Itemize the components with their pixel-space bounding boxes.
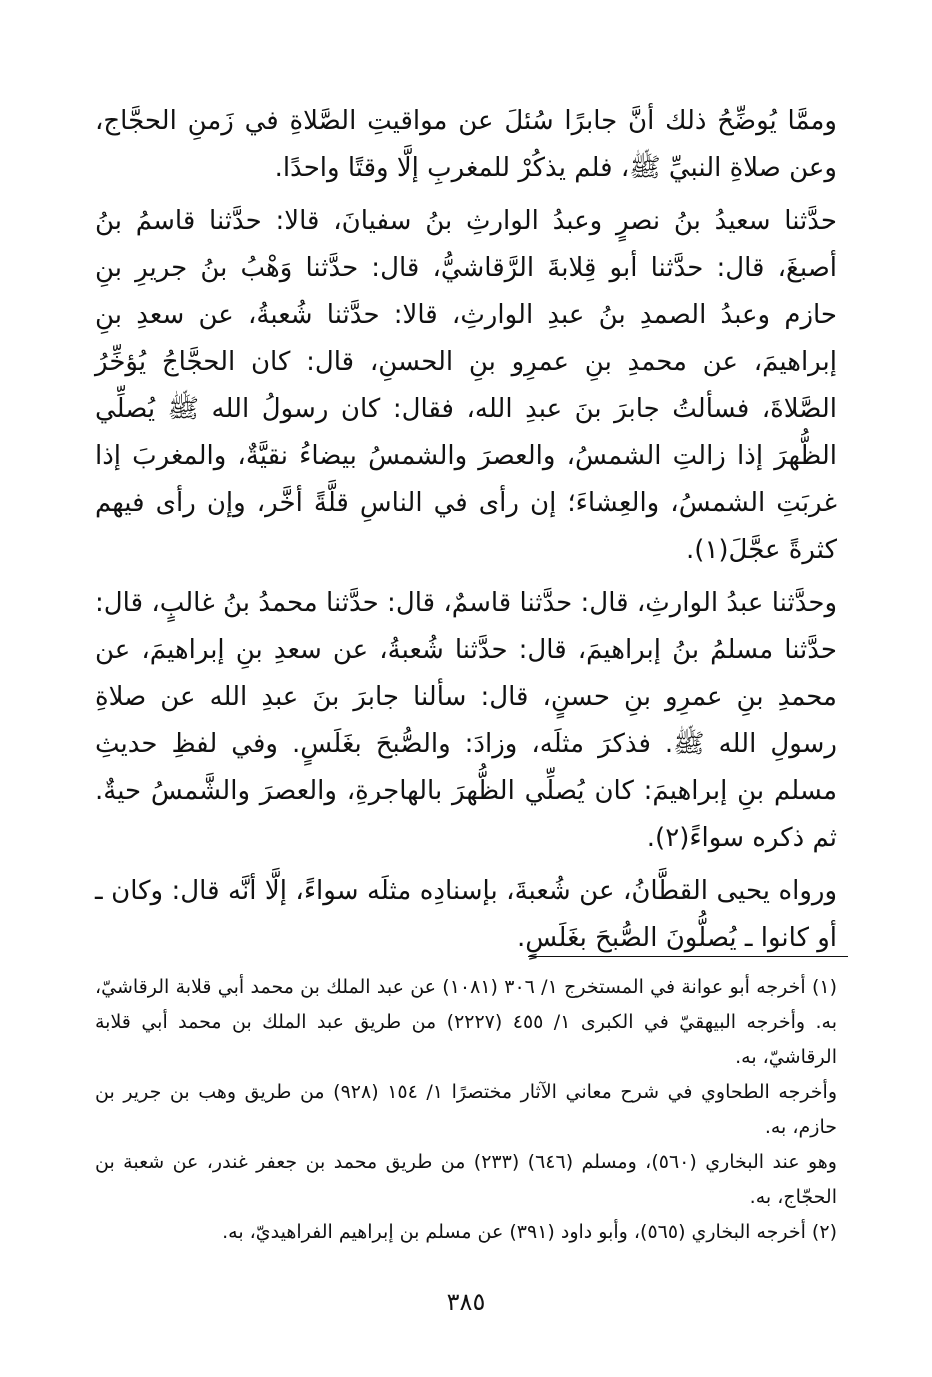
page-number: ٣٨٥ xyxy=(446,1288,486,1316)
footnote-1-continued-tahawi: وأخرجه الطحاوي في شرح معاني الآثار مختصرًا ١/ ١٥٤ (٩٢٨) من طريق وهب بن جرير بن حازم، به. xyxy=(95,1081,837,1138)
footnote-divider xyxy=(528,956,848,957)
main-text xyxy=(95,98,837,968)
paragraph-2: حدَّثنا سعيدُ بنُ نصرٍ وعبدُ الوارثِ بنُ سفيانَ، قالا: حدَّثنا قاسمُ بنُ أصبغَ، قال: حدَّثنا أبو قِلابةَ الرَّقاشيُّ، قال: حدَّثنا وَهْبُ بنُ جريرِ بنِ حازم وعبدُ الصمدِ بنُ عبدِ الوارثِ، قالا: حدَّثنا شُعبةُ، عن سعدِ بنِ إبراهيمَ، عن محمدِ بنِ عمرِو بنِ الحسنِ، قال: كان الحجَّاجُ يُؤخِّرُ الصَّلاةَ، فسألتُ جابرَ بنَ عبدِ الله، فقال: كان رسولُ الله ﷺ يُصلِّي الظُّهرَ إذا زالتِ الشمسُ، والعصرَ والشمسُ بيضاءُ نقيَّةٌ، والمغربَ إذا غربَتِ الشمسُ، والعِشاءَ؛ إن رأى في الناسِ قلَّةً أخَّر، وإن رأى فيهم كثرةً عجَّلَ(١). xyxy=(95,206,837,565)
footnotes xyxy=(95,970,837,1250)
footnote-2: (٢) أخرجه البخاري (٥٦٥)، وأبو داود (٣٩١) عن مسلم بن إبراهيم الفراهيديّ، به. xyxy=(222,1221,837,1243)
footnote-1: (١) أخرجه أبو عوانة في المستخرج ١/ ٣٠٦ (١٠٨١) عن عبد الملك بن محمد أبي قلابة الرقاشيّ، به. وأخرجه البيهقيّ في الكبرى ١/ ٤٥٥ (٢٢٢٧) من طريق عبد الملك بن محمد أبي قلابة الرقاشيّ، به. xyxy=(95,976,838,1068)
paragraph-3: وحدَّثنا عبدُ الوارثِ، قال: حدَّثنا قاسمٌ، قال: حدَّثنا محمدُ بنُ غالبٍ، قال: حدَّثنا مسلمُ بنُ إبراهيمَ، قال: حدَّثنا شُعبةُ، عن سعدِ بنِ إبراهيمَ، عن محمدِ بنِ عمرِو بنِ حسنٍ، قال: سألنا جابرَ بنَ عبدِ الله عن صلاةِ رسولِ الله ﷺ. فذكرَ مثلَه، وزادَ: والصُّبحَ بغَلَسٍ. وفي لفظِ حديثِ مسلم بنِ إبراهيمَ: كان يُصلِّي الظُّهرَ بالهاجرةِ، والعصرَ والشَّمسُ حيةٌ. ثم ذكره سواءً(٢). xyxy=(95,588,837,853)
paragraph-1: وممَّا يُوضِّحُ ذلك أنَّ جابرًا سُئلَ عن مواقيتِ الصَّلاةِ في زَمنِ الحجَّاج، وعن صلاةِ النبيِّ ﷺ، فلم يذكُرْ للمغربِ إلَّا وقتًا واحدًا. xyxy=(95,106,837,183)
paragraph-4: ورواه يحيى القطَّانُ، عن شُعبةَ، بإسنادِه مثلَه سواءً، إلَّا أنَّه قال: وكان ـ أو كانوا ـ يُصلُّونَ الصُّبحَ بغَلَسٍ. xyxy=(95,876,837,953)
footnote-1-continued-bukhari: وهو عند البخاري (٥٦٠)، ومسلم (٦٤٦) (٢٣٣) من طريق محمد بن جعفر غندر، عن شعبة بن الحجّاج، به. xyxy=(95,1151,837,1208)
